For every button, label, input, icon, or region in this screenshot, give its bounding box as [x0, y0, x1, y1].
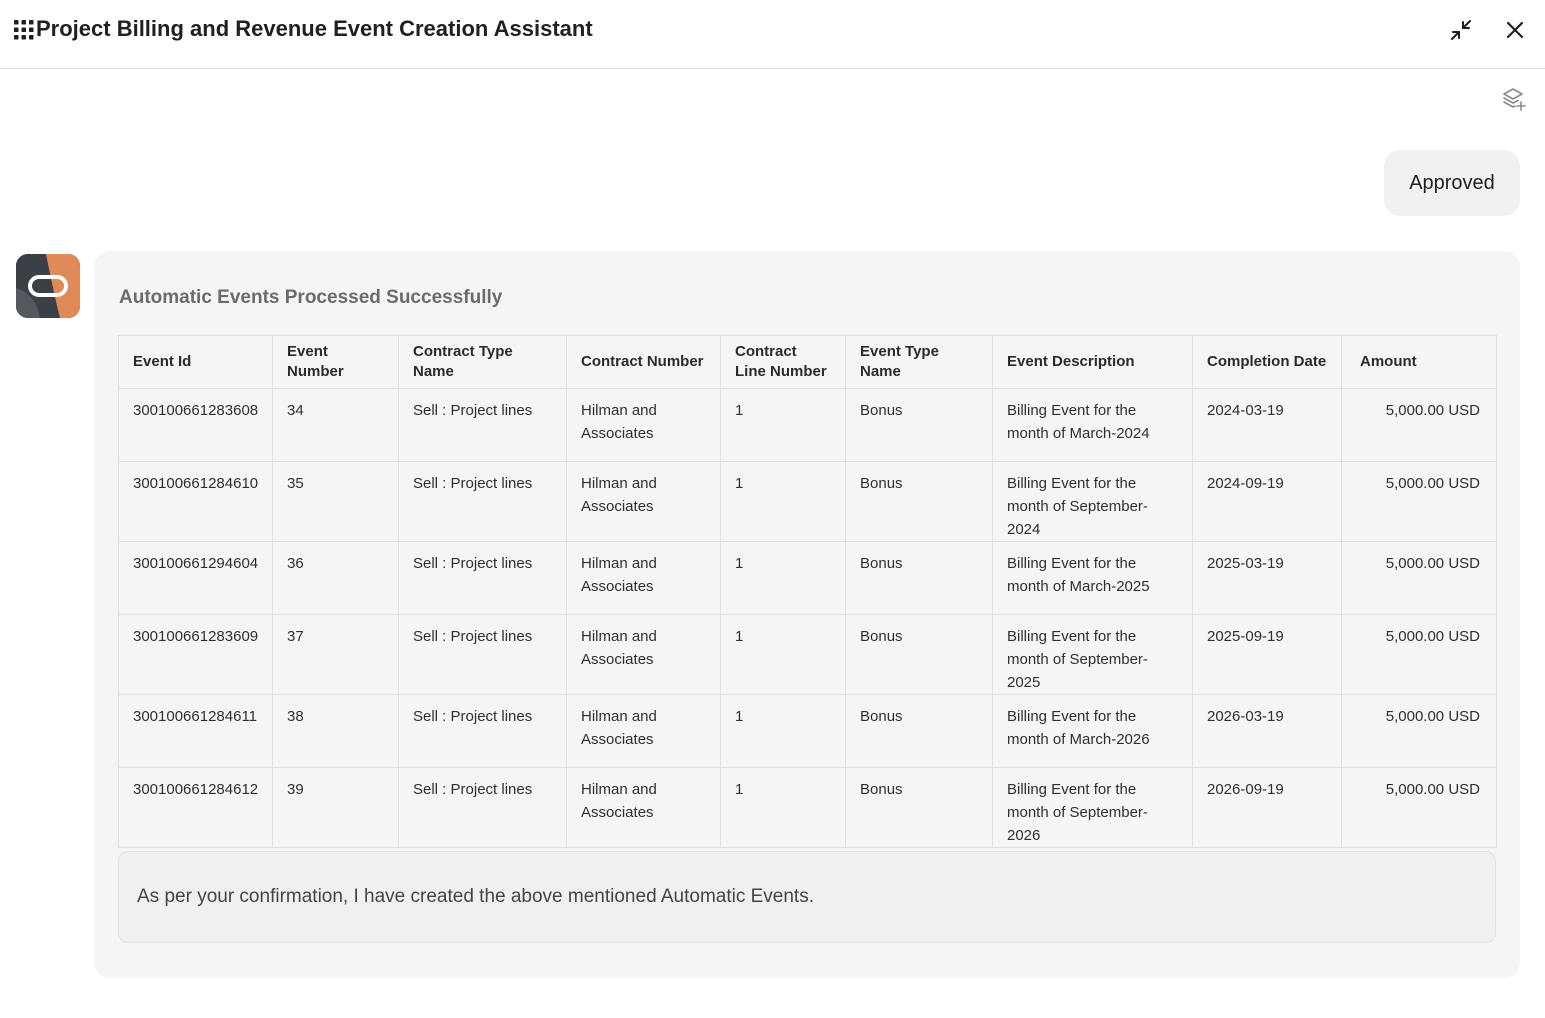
cell-contract-line-number: 1	[721, 615, 846, 695]
cell-amount: 5,000.00 USD	[1342, 462, 1497, 542]
cell-event-type-name: Bonus	[846, 542, 993, 615]
cell-amount: 5,000.00 USD	[1342, 695, 1497, 768]
column-header-event-id[interactable]: Event Id	[119, 336, 273, 389]
cell-contract-type-name: Sell : Project lines	[399, 695, 567, 768]
cell-event-id: 300100661283609	[119, 615, 273, 695]
user-message-bubble	[1384, 150, 1520, 216]
column-header-contract-line-number[interactable]: Contract Line Number	[721, 336, 846, 389]
cell-contract-number: Hilman and Associates	[567, 695, 721, 768]
cell-event-type-name: Bonus	[846, 462, 993, 542]
cell-event-number: 34	[273, 389, 399, 462]
cell-event-number: 37	[273, 615, 399, 695]
column-header-amount[interactable]: Amount	[1342, 336, 1497, 389]
cell-contract-line-number: 1	[721, 695, 846, 768]
assistant-message-text: As per your confirmation, I have created the above mentioned Automatic Events.	[137, 886, 814, 907]
collapse-icon[interactable]	[1449, 18, 1473, 42]
cell-event-type-name: Bonus	[846, 695, 993, 768]
events-table	[118, 335, 1497, 848]
cell-contract-type-name: Sell : Project lines	[399, 542, 567, 615]
table-row	[119, 615, 1497, 695]
cell-event-type-name: Bonus	[846, 615, 993, 695]
cell-contract-type-name: Sell : Project lines	[399, 462, 567, 542]
cell-contract-line-number: 1	[721, 542, 846, 615]
layers-add-icon[interactable]	[1501, 86, 1527, 112]
cell-event-number: 39	[273, 768, 399, 848]
cell-contract-number: Hilman and Associates	[567, 542, 721, 615]
table-row	[119, 462, 1497, 542]
cell-event-id: 300100661294604	[119, 542, 273, 615]
close-icon[interactable]	[1503, 18, 1527, 42]
cell-event-description: Billing Event for the month of September-2024	[993, 462, 1193, 542]
user-message-text: Approved	[1409, 171, 1495, 194]
table-row	[119, 768, 1497, 848]
column-header-contract-type-name[interactable]: Contract Type Name	[399, 336, 567, 389]
cell-event-description: Billing Event for the month of March-2025	[993, 542, 1193, 615]
column-header-event-number[interactable]: Event Number	[273, 336, 399, 389]
table-row	[119, 389, 1497, 462]
table-header-row	[119, 336, 1497, 389]
card-title: Automatic Events Processed Successfully	[119, 287, 503, 308]
cell-contract-type-name: Sell : Project lines	[399, 615, 567, 695]
column-header-event-type-name[interactable]: Event Type Name	[846, 336, 993, 389]
assistant-title: Project Billing and Revenue Event Creation Assistant	[36, 16, 593, 41]
assistant-avatar	[16, 254, 80, 318]
column-header-event-description[interactable]: Event Description	[993, 336, 1193, 389]
cell-event-description: Billing Event for the month of September-2025	[993, 615, 1193, 695]
cell-amount: 5,000.00 USD	[1342, 768, 1497, 848]
cell-contract-number: Hilman and Associates	[567, 389, 721, 462]
table-row	[119, 542, 1497, 615]
cell-event-type-name: Bonus	[846, 768, 993, 848]
table-row	[119, 695, 1497, 768]
cell-completion-date: 2024-03-19	[1193, 389, 1342, 462]
cell-event-description: Billing Event for the month of March-2024	[993, 389, 1193, 462]
cell-completion-date: 2026-03-19	[1193, 695, 1342, 768]
cell-event-number: 36	[273, 542, 399, 615]
cell-event-id: 300100661284612	[119, 768, 273, 848]
cell-event-number: 38	[273, 695, 399, 768]
cell-contract-line-number: 1	[721, 389, 846, 462]
cell-completion-date: 2025-09-19	[1193, 615, 1342, 695]
column-header-completion-date[interactable]: Completion Date	[1193, 336, 1342, 389]
cell-contract-number: Hilman and Associates	[567, 462, 721, 542]
cell-event-description: Billing Event for the month of September-2026	[993, 768, 1193, 848]
cell-completion-date: 2025-03-19	[1193, 542, 1342, 615]
cell-completion-date: 2026-09-19	[1193, 768, 1342, 848]
oracle-logo-icon	[16, 254, 80, 318]
assistant-message-box	[118, 851, 1496, 943]
cell-event-description: Billing Event for the month of March-2026	[993, 695, 1193, 768]
app-grid-icon[interactable]	[14, 20, 34, 40]
cell-amount: 5,000.00 USD	[1342, 389, 1497, 462]
cell-event-number: 35	[273, 462, 399, 542]
cell-contract-line-number: 1	[721, 462, 846, 542]
cell-contract-type-name: Sell : Project lines	[399, 389, 567, 462]
cell-event-id: 300100661283608	[119, 389, 273, 462]
cell-amount: 5,000.00 USD	[1342, 542, 1497, 615]
cell-contract-number: Hilman and Associates	[567, 768, 721, 848]
cell-event-type-name: Bonus	[846, 389, 993, 462]
assistant-response-card	[94, 251, 1520, 978]
cell-contract-type-name: Sell : Project lines	[399, 768, 567, 848]
cell-completion-date: 2024-09-19	[1193, 462, 1342, 542]
cell-event-id: 300100661284610	[119, 462, 273, 542]
cell-contract-line-number: 1	[721, 768, 846, 848]
assistant-header	[0, 0, 1545, 69]
cell-amount: 5,000.00 USD	[1342, 615, 1497, 695]
cell-event-id: 300100661284611	[119, 695, 273, 768]
cell-contract-number: Hilman and Associates	[567, 615, 721, 695]
column-header-contract-number[interactable]: Contract Number	[567, 336, 721, 389]
